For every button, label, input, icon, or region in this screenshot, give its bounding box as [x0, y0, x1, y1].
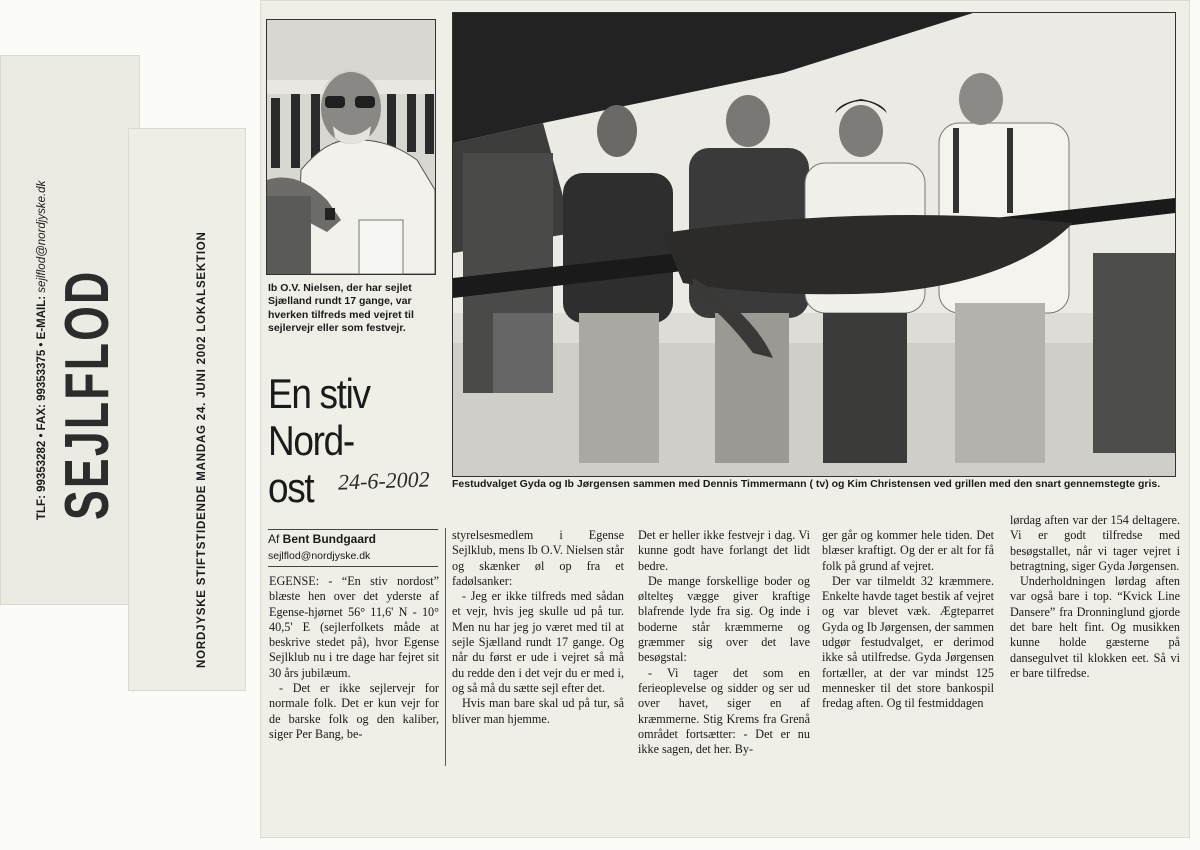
paragraph: EGENSE: - “En stiv nordost” blæste hen over det yderste af Egense-hjørnet 56° 11,6' N - 10° 40,5' E (sejlerfolkets måde at beskrive stedet på), hvor Egense Sejlklub nu i tre dage har fejret sit 30 års jubilæum.	[269, 574, 439, 680]
article-column	[638, 528, 810, 757]
paragraph: - Det er ikke sejlervejr for normale folk. Det er kun vejr for de barske folk og den kaliber, siger Per Bang, be-	[269, 681, 439, 741]
paragraph: Hvis man bare skal ud på tur, så bliver man hjemme.	[452, 696, 624, 726]
byline	[268, 529, 438, 546]
headline-line: Nord-	[268, 417, 354, 464]
portrait-caption: Ib O.V. Nielsen, der har sejlet Sjælland rundt 17 gange, var hverken tilfreds med vejret til sejlervejr eller som festvejr.	[268, 282, 414, 334]
paragraph: ger går og kommer hele tiden. Det blæser kraftigt. Og der er alt for få folk på grund af vejret.	[822, 528, 994, 573]
article-column	[1010, 513, 1180, 681]
paragraph: Der var tilmeldt 32 kræmmere. Enkelte havde taget bestik af vejret og var blevet væk. Ægteparret Gyda og Ib Jørgensen, der sammen udgør festudvalget, er derimod ikke så utilfredse. Gyda Jørgensen fortæller, at der var mindst 125 mennesker til det store bankospil fredag aften. Og til festmiddagen	[822, 573, 994, 711]
paragraph: De mange forskellige boder og øltelteş vægge giver kraftige blafrende lyde fra sig. Og inde i boderne står kræmmerne og græmmer sig over det lave besøgstal:	[638, 573, 810, 665]
paragraph: Underholdningen lørdag aften var også bare i top. “Kvick Line Dansere” fra Dronninglund gjorde det bare helt fint. Og musikken kunne holde gæsterne på dansegulvet til klokken eet. Så vi er bare tilfredse.	[1010, 574, 1180, 680]
contact-line	[36, 181, 48, 520]
headline-line: En stiv	[268, 370, 370, 417]
column-rule	[445, 528, 446, 766]
headline-line: ost	[268, 464, 314, 511]
paragraph: - Vi tager det som en ferieoplevelse og sidder og ser ud over havet, siger en af kræmmerne. Stig Krems fra Grenå området fortsætter: - Det er nu ikke sagen, det her. By-	[638, 665, 810, 757]
byline-email: sejlflod@nordjyske.dk	[268, 550, 438, 567]
article-column	[452, 528, 624, 727]
article-column	[269, 574, 439, 742]
newspaper-dateline: NORDJYSKE STIFTSTIDENDE MANDAG 24. JUNI 2002 LOKALSEKTION	[196, 231, 208, 668]
dateline-clipping	[128, 128, 246, 691]
paragraph: - Jeg er ikke tilfreds med sådan et vejr, hvis jeg skulle ud på tur. Men nu har jeg jo været med til at sejle Sjælland rundt 17 gange. Og når du først er ude i vejret så må du redde den i det vejr du er med i, og så må du sætte sejl efter det.	[452, 589, 624, 695]
paragraph: Det er heller ikke festvejr i dag. Vi kunne godt have forlangt det lidt bedre.	[638, 528, 810, 573]
byline-author: Bent Bundgaard	[282, 532, 377, 546]
article-column	[822, 528, 994, 712]
group-photo	[452, 12, 1176, 477]
group-photo-caption: Festudvalget Gyda og Ib Jørgensen sammen med Dennis Timmermann ( tv) og Kim Christensen ved grillen med den snart gennemstegte gris.	[452, 478, 1161, 490]
portrait-photo	[266, 19, 436, 275]
contact-numbers: TLF: 99353282 • FAX: 99353375 • E-MAIL:	[36, 292, 48, 520]
byline-prefix: Af	[268, 532, 283, 546]
section-masthead: SEJLFLOD	[53, 269, 122, 520]
handwritten-date: 24-6-2002	[337, 466, 431, 495]
paragraph: styrelsesmedlem i Egense Sejlklub, mens Ib O.V. Nielsen står og skænker øl op fra et fadølsanker:	[452, 528, 624, 588]
contact-email: sejlflod@nordjyske.dk	[36, 180, 48, 293]
paragraph: lørdag aften var der 154 deltagere. Vi er godt tilfredse med besøgstallet, når vi tager vejret i betragtning, siger Gyda Jørgensen.	[1010, 513, 1180, 573]
